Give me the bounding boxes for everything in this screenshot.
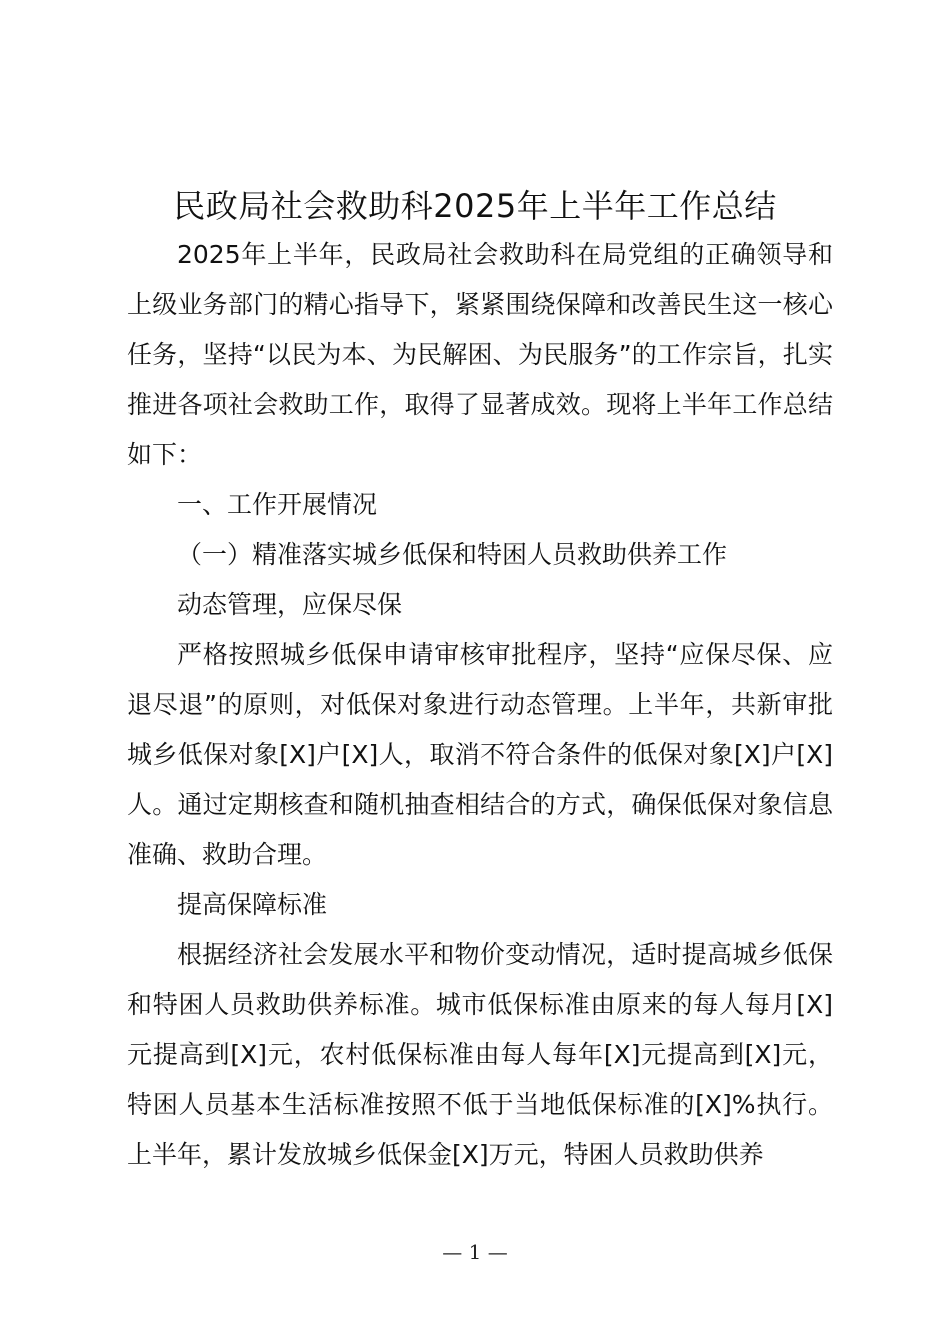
document-body <box>127 230 833 1180</box>
subsection-heading: （一）精准落实城乡低保和特困人员救助供养工作 <box>177 540 728 569</box>
document-title: 民政局社会救助科2025年上半年工作总结 <box>173 187 777 225</box>
item-heading-raise-standards: 提高保障标准 <box>177 890 328 919</box>
dynamic-management-paragraph: 严格按照城乡低保申请审核审批程序，坚持“应保尽保、应退尽退”的原则，对低保对象进行动态管理。上半年，共新审批城乡低保对象[X]户[X]人，取消不符合条件的低保对象[X]户[X]人。通过定期核查和随机抽查相结合的方式，确保低保对象信息准确、救助合理。 <box>127 640 833 869</box>
page-number: — 1 — <box>442 1240 508 1264</box>
raise-standards-paragraph: 根据经济社会发展水平和物价变动情况，适时提高城乡低保和特困人员救助供养标准。城市低保标准由原来的每人每月[X]元提高到[X]元，农村低保标准由每人每年[X]元提高到[X]元，特困人员基本生活标准按照不低于当地低保标准的[X]%执行。上半年，累计发放城乡低保金[X]万元，特困人员救助供养 <box>127 940 833 1169</box>
intro-paragraph: 2025年上半年，民政局社会救助科在局党组的正确领导和上级业务部门的精心指导下，紧紧围绕保障和改善民生这一核心任务，坚持“以民为本、为民解困、为民服务”的工作宗旨，扎实推进各项社会救助工作，取得了显著成效。现将上半年工作总结如下： <box>127 240 833 469</box>
section-heading: 一、工作开展情况 <box>177 490 378 519</box>
item-heading-dynamic-management: 动态管理，应保尽保 <box>177 590 403 619</box>
